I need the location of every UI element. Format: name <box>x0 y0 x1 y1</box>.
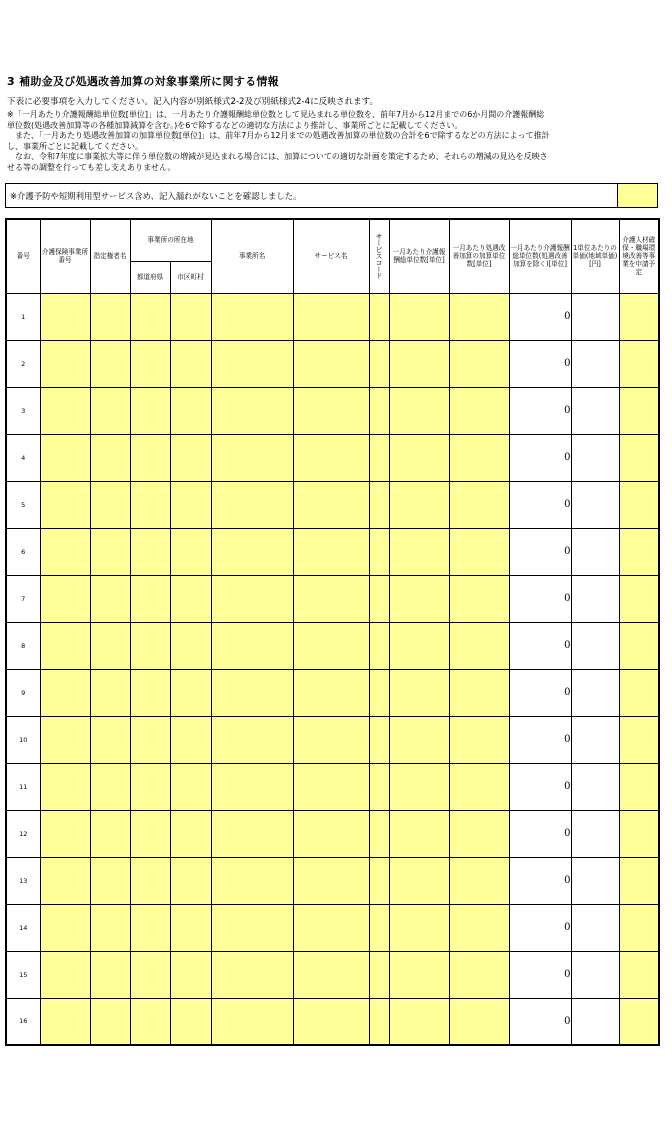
monthly-units-cell[interactable] <box>389 716 449 763</box>
insurer-no-cell[interactable] <box>40 669 90 716</box>
service-name-cell[interactable] <box>293 387 369 434</box>
office-name-cell[interactable] <box>211 575 293 622</box>
service-code-cell[interactable] <box>369 340 389 387</box>
service-code-cell[interactable] <box>369 387 389 434</box>
plan-cell[interactable] <box>619 669 659 716</box>
row-number: 16 <box>6 998 40 1045</box>
table-row <box>6 810 659 857</box>
plan-cell[interactable] <box>619 481 659 528</box>
monthly-units-excl-cell: 0 <box>509 622 571 669</box>
insurer-no-cell[interactable] <box>40 293 90 340</box>
prefecture-cell[interactable] <box>130 481 170 528</box>
section-title: 3 補助金及び処遇改善加算の対象事業所に関する情報 <box>7 75 279 88</box>
service-name-cell[interactable] <box>293 763 369 810</box>
header-monthly-add-units: 一月あたり処遇改善加算の加算単位数[単位] <box>449 219 509 293</box>
monthly-units-cell[interactable] <box>389 669 449 716</box>
prefecture-cell[interactable] <box>130 293 170 340</box>
office-name-cell[interactable] <box>211 622 293 669</box>
service-code-cell[interactable] <box>369 622 389 669</box>
monthly-add-units-cell[interactable] <box>449 669 509 716</box>
note-line: また、「一月あたり処遇改善加算の加算単位数[単位]」は、前年7月から12月までの処遇改善加算の単位数の合計を6で除するなどの方法によって推計 <box>7 131 550 141</box>
insurer-no-cell[interactable] <box>40 763 90 810</box>
unit-price-cell <box>571 904 619 951</box>
table-row <box>6 293 659 340</box>
monthly-add-units-cell[interactable] <box>449 904 509 951</box>
service-code-cell[interactable] <box>369 481 389 528</box>
service-code-cell[interactable] <box>369 293 389 340</box>
row-number: 11 <box>6 763 40 810</box>
confirm-text: ※介護予防や短期利用型サービス含め、記入漏れがないことを確認しました。 <box>10 191 302 201</box>
header-service-code-label: サービスコード <box>375 232 383 278</box>
service-name-cell[interactable] <box>293 340 369 387</box>
monthly-units-cell[interactable] <box>389 622 449 669</box>
service-name-cell[interactable] <box>293 528 369 575</box>
insurer-no-cell[interactable] <box>40 857 90 904</box>
monthly-units-cell[interactable] <box>389 810 449 857</box>
plan-cell[interactable] <box>619 904 659 951</box>
header-monthly-units: 一月あたり介護報酬総単位数[単位] <box>389 219 449 293</box>
unit-price-cell <box>571 528 619 575</box>
table-row <box>6 434 659 481</box>
monthly-units-cell[interactable] <box>389 763 449 810</box>
monthly-add-units-cell[interactable] <box>449 293 509 340</box>
service-name-cell[interactable] <box>293 904 369 951</box>
unit-price-cell <box>571 387 619 434</box>
note-line: 単位数(処遇改善加算等の各種加算減算を含む。)を6で除するなどの適切な方法により推計し、事業所ごとに記載してください。 <box>7 120 463 130</box>
monthly-units-cell[interactable] <box>389 481 449 528</box>
plan-cell[interactable] <box>619 434 659 481</box>
monthly-units-cell[interactable] <box>389 340 449 387</box>
service-name-cell[interactable] <box>293 434 369 481</box>
unit-price-cell <box>571 951 619 998</box>
table-row <box>6 951 659 998</box>
monthly-units-excl-cell: 0 <box>509 904 571 951</box>
designator-cell[interactable] <box>90 622 130 669</box>
row-number: 12 <box>6 810 40 857</box>
header-location: 事業所の所在地 <box>130 219 211 261</box>
table-row <box>6 387 659 434</box>
unit-price-cell <box>571 622 619 669</box>
office-name-cell[interactable] <box>211 434 293 481</box>
office-name-cell[interactable] <box>211 481 293 528</box>
city-cell[interactable] <box>170 293 211 340</box>
table-row <box>6 340 659 387</box>
insurer-no-cell[interactable] <box>40 810 90 857</box>
row-number: 15 <box>6 951 40 998</box>
table-row <box>6 622 659 669</box>
city-cell[interactable] <box>170 904 211 951</box>
city-cell[interactable] <box>170 575 211 622</box>
row-number: 9 <box>6 669 40 716</box>
plan-cell[interactable] <box>619 951 659 998</box>
service-name-cell[interactable] <box>293 716 369 763</box>
monthly-add-units-cell[interactable] <box>449 716 509 763</box>
monthly-add-units-cell[interactable] <box>449 998 509 1045</box>
designator-cell[interactable] <box>90 998 130 1045</box>
monthly-add-units-cell[interactable] <box>449 387 509 434</box>
prefecture-cell[interactable] <box>130 998 170 1045</box>
service-name-cell[interactable] <box>293 622 369 669</box>
header-designator: 指定権者名 <box>90 219 130 293</box>
office-name-cell[interactable] <box>211 340 293 387</box>
plan-cell[interactable] <box>619 857 659 904</box>
table-row <box>6 575 659 622</box>
service-name-cell[interactable] <box>293 293 369 340</box>
prefecture-cell[interactable] <box>130 763 170 810</box>
office-name-cell[interactable] <box>211 387 293 434</box>
unit-price-cell <box>571 998 619 1045</box>
confirm-box <box>5 183 658 208</box>
service-code-cell[interactable] <box>369 528 389 575</box>
monthly-units-excl-cell: 0 <box>509 434 571 481</box>
unit-price-cell <box>571 434 619 481</box>
insurer-no-cell[interactable] <box>40 575 90 622</box>
city-cell[interactable] <box>170 669 211 716</box>
prefecture-cell[interactable] <box>130 857 170 904</box>
prefecture-cell[interactable] <box>130 951 170 998</box>
service-name-cell[interactable] <box>293 481 369 528</box>
row-number: 5 <box>6 481 40 528</box>
office-name-cell[interactable] <box>211 857 293 904</box>
city-cell[interactable] <box>170 387 211 434</box>
plan-cell[interactable] <box>619 810 659 857</box>
service-code-cell[interactable] <box>369 669 389 716</box>
facility-table <box>5 218 660 1046</box>
monthly-units-excl-cell: 0 <box>509 575 571 622</box>
designator-cell[interactable] <box>90 669 130 716</box>
insurer-no-cell[interactable] <box>40 387 90 434</box>
designator-cell[interactable] <box>90 434 130 481</box>
row-number: 13 <box>6 857 40 904</box>
monthly-units-cell[interactable] <box>389 857 449 904</box>
service-code-cell[interactable] <box>369 763 389 810</box>
row-number: 7 <box>6 575 40 622</box>
designator-cell[interactable] <box>90 810 130 857</box>
prefecture-cell[interactable] <box>130 904 170 951</box>
service-name-cell[interactable] <box>293 575 369 622</box>
plan-cell[interactable] <box>619 763 659 810</box>
note-line: なお、令和7年度に事業拡大等に伴う単位数の増減が見込まれる場合には、加算についての適切な計画を策定するため、それらの増減の見込を反映さ <box>7 152 548 162</box>
monthly-units-excl-cell: 0 <box>509 669 571 716</box>
monthly-units-cell[interactable] <box>389 904 449 951</box>
note-line: ※「一月あたり介護報酬総単位数[単位]」は、一月あたり介護報酬総単位数として見込まれる単位数を、前年7月から12月までの6か月間の介護報酬総 <box>7 110 545 119</box>
monthly-units-excl-cell: 0 <box>509 481 571 528</box>
monthly-units-cell[interactable] <box>389 575 449 622</box>
city-cell[interactable] <box>170 340 211 387</box>
header-city: 市区町村 <box>170 261 211 293</box>
unit-price-cell <box>571 669 619 716</box>
plan-cell[interactable] <box>619 622 659 669</box>
monthly-add-units-cell[interactable] <box>449 857 509 904</box>
row-number: 2 <box>6 340 40 387</box>
insurer-no-cell[interactable] <box>40 998 90 1045</box>
prefecture-cell[interactable] <box>130 434 170 481</box>
service-code-cell[interactable] <box>369 434 389 481</box>
service-code-cell[interactable] <box>369 810 389 857</box>
row-number: 4 <box>6 434 40 481</box>
designator-cell[interactable] <box>90 716 130 763</box>
insurer-no-cell[interactable] <box>40 716 90 763</box>
unit-price-cell <box>571 716 619 763</box>
instruction-text: 下表に必要事項を入力してください。記入内容が別紙様式2-2及び別紙様式2-4に反映されます。 <box>7 97 379 107</box>
service-name-cell[interactable] <box>293 951 369 998</box>
office-name-cell[interactable] <box>211 293 293 340</box>
city-cell[interactable] <box>170 716 211 763</box>
prefecture-cell[interactable] <box>130 810 170 857</box>
table-row <box>6 669 659 716</box>
monthly-add-units-cell[interactable] <box>449 622 509 669</box>
designator-cell[interactable] <box>90 904 130 951</box>
monthly-add-units-cell[interactable] <box>449 810 509 857</box>
header-office-name: 事業所名 <box>211 219 293 293</box>
office-name-cell[interactable] <box>211 904 293 951</box>
monthly-add-units-cell[interactable] <box>449 481 509 528</box>
monthly-add-units-cell[interactable] <box>449 951 509 998</box>
confirm-check-cell[interactable] <box>617 184 657 207</box>
insurer-no-cell[interactable] <box>40 340 90 387</box>
city-cell[interactable] <box>170 810 211 857</box>
monthly-units-cell[interactable] <box>389 387 449 434</box>
header-plan: 介護人材確保・職場環境改善等事業を申請予定 <box>619 219 659 293</box>
designator-cell[interactable] <box>90 763 130 810</box>
monthly-units-cell[interactable] <box>389 528 449 575</box>
designator-cell[interactable] <box>90 951 130 998</box>
city-cell[interactable] <box>170 998 211 1045</box>
designator-cell[interactable] <box>90 293 130 340</box>
service-name-cell[interactable] <box>293 810 369 857</box>
monthly-add-units-cell[interactable] <box>449 528 509 575</box>
monthly-add-units-cell[interactable] <box>449 575 509 622</box>
plan-cell[interactable] <box>619 387 659 434</box>
prefecture-cell[interactable] <box>130 575 170 622</box>
city-cell[interactable] <box>170 481 211 528</box>
monthly-add-units-cell[interactable] <box>449 340 509 387</box>
plan-cell[interactable] <box>619 340 659 387</box>
monthly-units-cell[interactable] <box>389 998 449 1045</box>
plan-cell[interactable] <box>619 528 659 575</box>
table-row <box>6 857 659 904</box>
prefecture-cell[interactable] <box>130 340 170 387</box>
prefecture-cell[interactable] <box>130 716 170 763</box>
designator-cell[interactable] <box>90 340 130 387</box>
monthly-units-excl-cell: 0 <box>509 857 571 904</box>
designator-cell[interactable] <box>90 387 130 434</box>
table-row <box>6 716 659 763</box>
office-name-cell[interactable] <box>211 669 293 716</box>
service-name-cell[interactable] <box>293 669 369 716</box>
header-prefecture: 都道府県 <box>130 261 170 293</box>
designator-cell[interactable] <box>90 857 130 904</box>
monthly-units-cell[interactable] <box>389 434 449 481</box>
unit-price-cell <box>571 575 619 622</box>
office-name-cell[interactable] <box>211 716 293 763</box>
note-line: し、事業所ごとに記載してください。 <box>7 141 143 151</box>
designator-cell[interactable] <box>90 528 130 575</box>
service-code-cell[interactable] <box>369 951 389 998</box>
monthly-units-cell[interactable] <box>389 951 449 998</box>
row-number: 8 <box>6 622 40 669</box>
table-body <box>6 293 659 1045</box>
monthly-add-units-cell[interactable] <box>449 434 509 481</box>
header-no: 番号 <box>6 219 40 293</box>
unit-price-cell <box>571 340 619 387</box>
city-cell[interactable] <box>170 622 211 669</box>
monthly-units-cell[interactable] <box>389 293 449 340</box>
header-insurer-no: 介護保険事業所番号 <box>40 219 90 293</box>
insurer-no-cell[interactable] <box>40 904 90 951</box>
office-name-cell[interactable] <box>211 951 293 998</box>
row-number: 3 <box>6 387 40 434</box>
service-code-cell[interactable] <box>369 716 389 763</box>
header-unit-price: 1単位あたりの単価(地域単価)[円] <box>571 219 619 293</box>
plan-cell[interactable] <box>619 716 659 763</box>
city-cell[interactable] <box>170 857 211 904</box>
monthly-units-excl-cell: 0 <box>509 716 571 763</box>
insurer-no-cell[interactable] <box>40 951 90 998</box>
header-service-name: サービス名 <box>293 219 369 293</box>
plan-cell[interactable] <box>619 293 659 340</box>
insurer-no-cell[interactable] <box>40 481 90 528</box>
row-number: 1 <box>6 293 40 340</box>
designator-cell[interactable] <box>90 575 130 622</box>
insurer-no-cell[interactable] <box>40 622 90 669</box>
office-name-cell[interactable] <box>211 528 293 575</box>
table-row <box>6 481 659 528</box>
header-service-code <box>369 219 389 293</box>
monthly-add-units-cell[interactable] <box>449 763 509 810</box>
table-row <box>6 998 659 1045</box>
city-cell[interactable] <box>170 528 211 575</box>
prefecture-cell[interactable] <box>130 622 170 669</box>
unit-price-cell <box>571 481 619 528</box>
table-row <box>6 904 659 951</box>
unit-price-cell <box>571 857 619 904</box>
note-line: せる等の調整を行っても差し支えありません。 <box>7 162 176 172</box>
row-number: 10 <box>6 716 40 763</box>
office-name-cell[interactable] <box>211 810 293 857</box>
notes-block <box>7 110 663 174</box>
monthly-units-excl-cell: 0 <box>509 528 571 575</box>
plan-cell[interactable] <box>619 998 659 1045</box>
insurer-no-cell[interactable] <box>40 434 90 481</box>
city-cell[interactable] <box>170 951 211 998</box>
service-name-cell[interactable] <box>293 998 369 1045</box>
office-name-cell[interactable] <box>211 763 293 810</box>
monthly-units-excl-cell: 0 <box>509 293 571 340</box>
service-code-cell[interactable] <box>369 904 389 951</box>
monthly-units-excl-cell: 0 <box>509 810 571 857</box>
monthly-units-excl-cell: 0 <box>509 998 571 1045</box>
table-row <box>6 763 659 810</box>
city-cell[interactable] <box>170 763 211 810</box>
insurer-no-cell[interactable] <box>40 528 90 575</box>
unit-price-cell <box>571 810 619 857</box>
unit-price-cell <box>571 763 619 810</box>
row-number: 6 <box>6 528 40 575</box>
monthly-units-excl-cell: 0 <box>509 387 571 434</box>
monthly-units-excl-cell: 0 <box>509 340 571 387</box>
header-monthly-units-excl: 一月あたり介護報酬総単位数(処遇改善加算を除く)[単位] <box>509 219 571 293</box>
city-cell[interactable] <box>170 434 211 481</box>
prefecture-cell[interactable] <box>130 669 170 716</box>
plan-cell[interactable] <box>619 575 659 622</box>
designator-cell[interactable] <box>90 481 130 528</box>
row-number: 14 <box>6 904 40 951</box>
prefecture-cell[interactable] <box>130 528 170 575</box>
prefecture-cell[interactable] <box>130 387 170 434</box>
office-name-cell[interactable] <box>211 998 293 1045</box>
table-row <box>6 528 659 575</box>
unit-price-cell <box>571 293 619 340</box>
service-code-cell[interactable] <box>369 575 389 622</box>
monthly-units-excl-cell: 0 <box>509 763 571 810</box>
service-code-cell[interactable] <box>369 998 389 1045</box>
service-name-cell[interactable] <box>293 857 369 904</box>
monthly-units-excl-cell: 0 <box>509 951 571 998</box>
service-code-cell[interactable] <box>369 857 389 904</box>
